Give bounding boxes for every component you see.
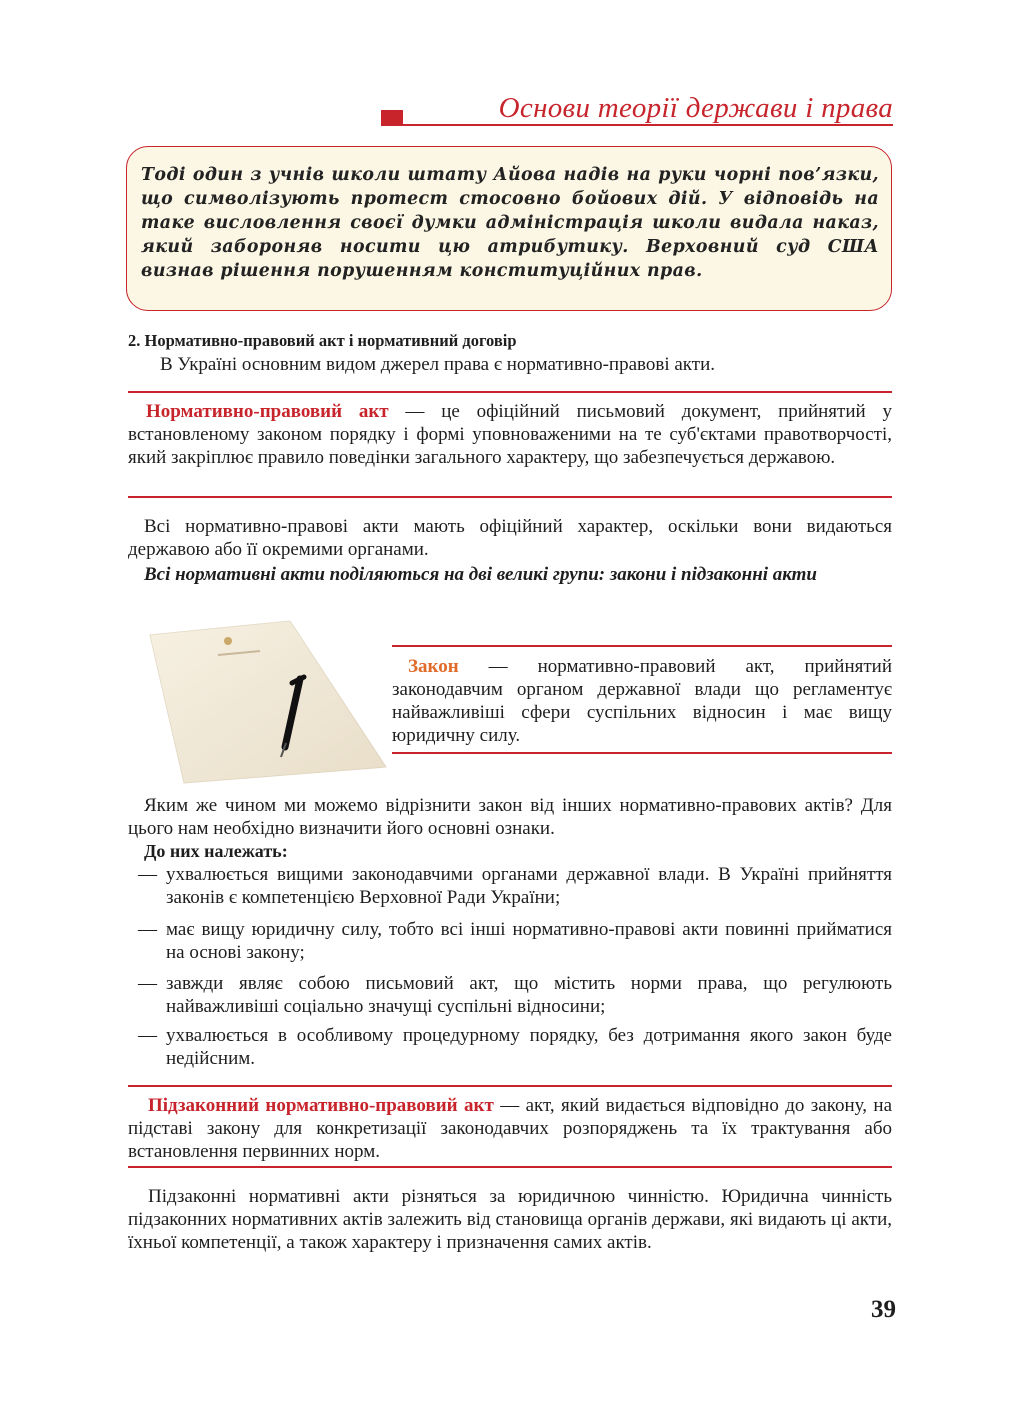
divider xyxy=(128,496,892,498)
divider xyxy=(392,645,892,647)
list-item: — ухвалюється вищими законодавчими органами державної влади. В Україні прийняття законів є компетенцією Верховної Ради України; xyxy=(138,864,892,908)
divider xyxy=(128,1085,892,1087)
definition-term: Нормативно-правовий акт xyxy=(146,401,389,422)
divider xyxy=(392,752,892,754)
definition-term: Закон xyxy=(408,656,459,677)
divider xyxy=(128,391,892,393)
definition-text: — це офіційний письмовий документ, прийнятий у встановленому законом порядку і формі уповноваженими на те суб'єктами правотворчості, який закріплює правило поведінки загального характеру, що забезпечується державою. xyxy=(128,401,892,468)
list-item: — має вищу юридичну силу, тобто всі інші нормативно-правові акти повинні прийматися на основі закону; xyxy=(138,919,892,963)
list-item: — ухвалюється в особливому процедурному порядку, без дотримання якого закон буде недійсним. xyxy=(138,1025,892,1069)
definition-npa xyxy=(128,400,892,469)
document-pen-illustration xyxy=(140,617,392,785)
divider xyxy=(128,1166,892,1168)
definition-text: — акт, який видається відповідно до закону, на підставі закону для конкретизації законодавчих розпоряджень та їх трактування або встановлення первинних норм. xyxy=(128,1095,892,1162)
example-text: Тоді один з учнів школи штату Айова надів на руки чорні пов’язки, що символізують протест стосовно бойових дій. У відповідь на таке висловлення своєї думки адміністрація школи видала наказ, який забороняв носити цю атрибутику. Верховний суд США визнав рішення порушенням конституційних прав. xyxy=(141,165,879,281)
paragraph-distinguish: Яким же чином ми можемо відрізнити закон від інших нормативно-правових актів? Для цього нам необхідно визначити його основні ознаки. xyxy=(128,795,892,839)
paragraph-sub: Підзаконні нормативні акти різняться за юридичною чинністю. Юридична чинність підзаконних нормативних актів залежить від становища органів держави, які видають ці акти, їхньої компетенції, а також характеру і призначення самих актів. xyxy=(128,1186,892,1253)
example-box xyxy=(126,146,892,311)
section-heading: 2. Нормативно-правовий акт і нормативний договір xyxy=(128,331,517,350)
definition-law xyxy=(392,655,892,747)
paragraph-groups: Всі нормативні акти поділяються на дві великі групи: закони і підзаконні акти xyxy=(144,564,817,585)
paragraph-official: Всі нормативно-правові акти мають офіційний характер, оскільки вони видаються державою або її окремими органами. xyxy=(128,516,892,560)
definition-sub xyxy=(128,1094,892,1163)
section-intro: В Україні основним видом джерел права є нормативно-правові акти. xyxy=(160,354,715,375)
page-number: 39 xyxy=(871,1296,896,1323)
features-lead: До них належать: xyxy=(144,841,288,861)
list-item: — завжди являє собою письмовий акт, що містить норми права, що регулюють найважливіші соціально значущі суспільні відносини; xyxy=(138,973,892,1017)
page-header-title: Основи теорії держави і права xyxy=(498,92,893,124)
definition-term: Підзаконний нормативно-правовий акт xyxy=(148,1095,494,1116)
definition-text: — нормативно-правовий акт, прийнятий законодавчим органом державної влади що регламентує найважливіші сфери суспільних відносин і має вищу юридичну силу. xyxy=(392,656,892,746)
